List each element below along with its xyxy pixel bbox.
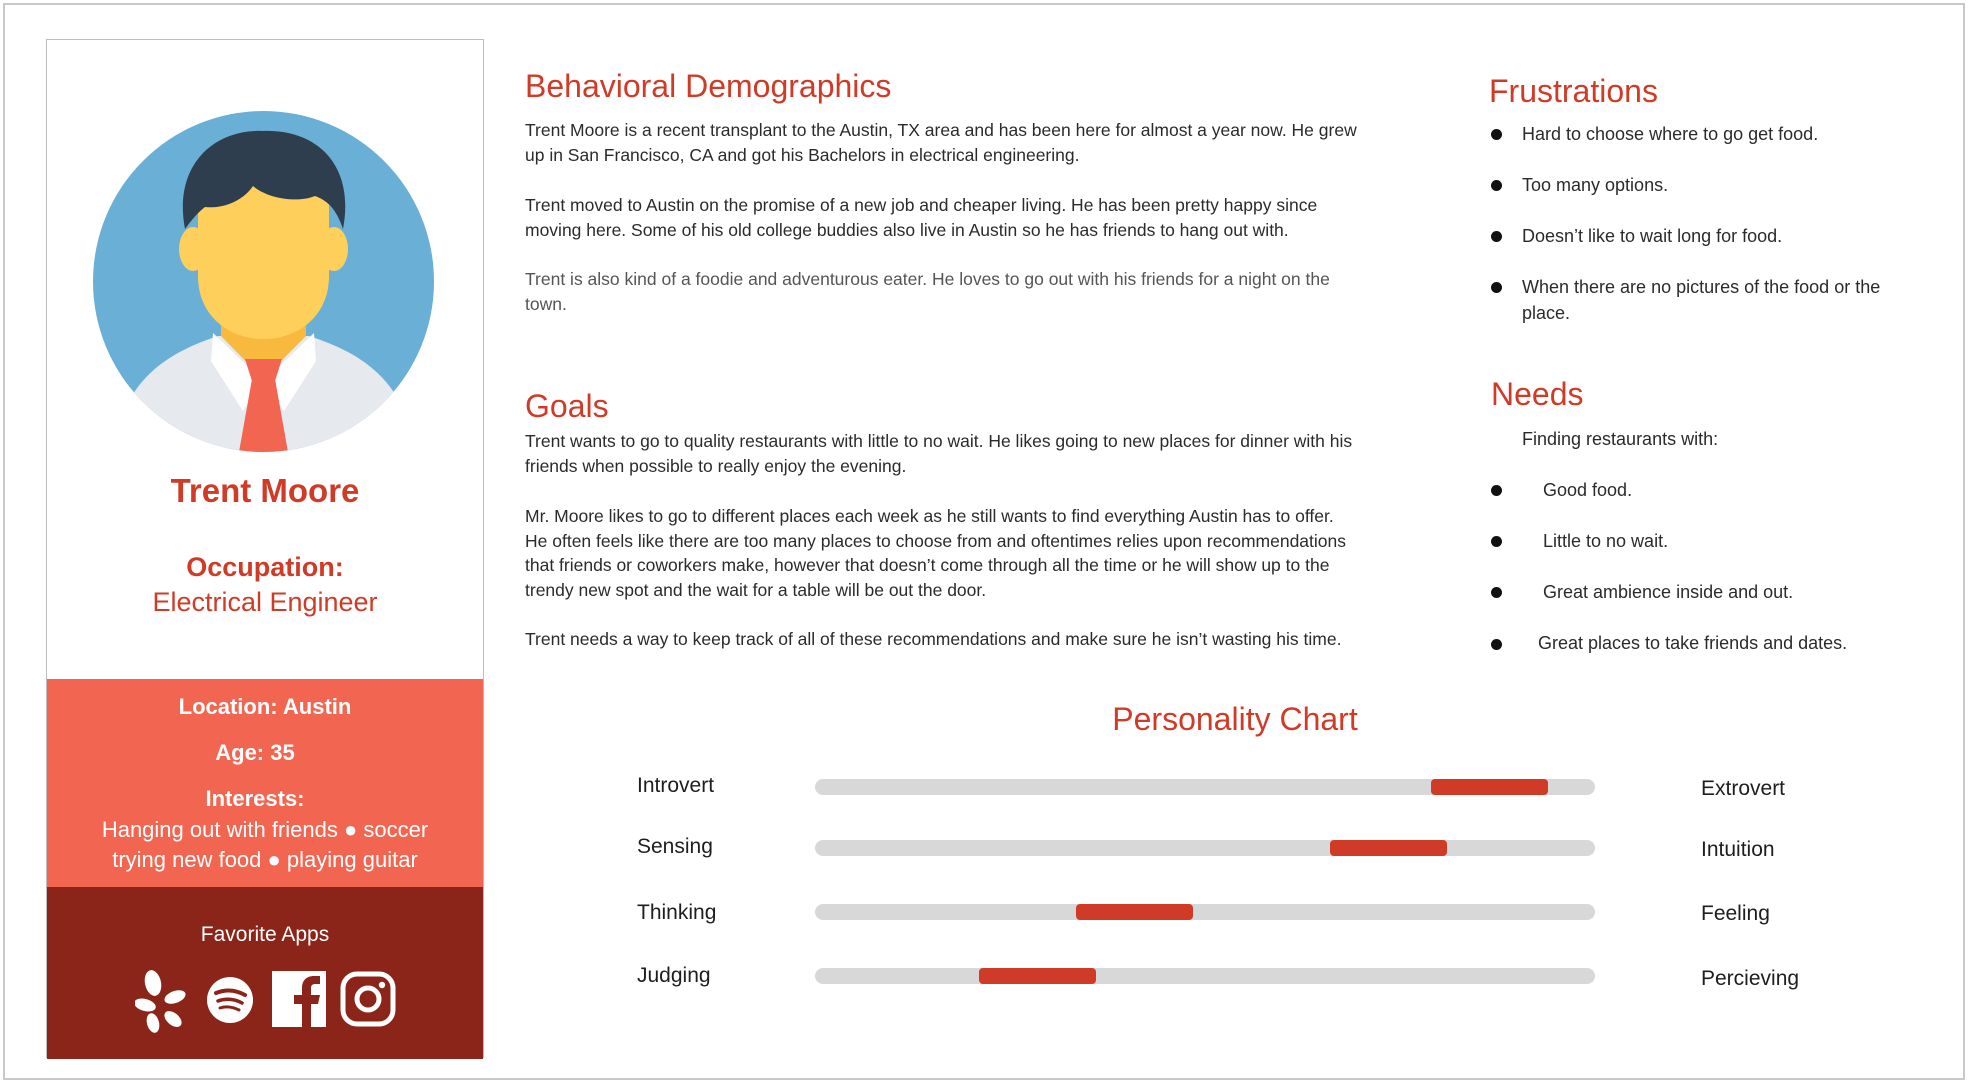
text-line: that friends or coworkers make, however that doesn’t come through all the time or he will show up to the xyxy=(525,555,1330,575)
trait-right-label: Extrovert xyxy=(1701,777,1786,800)
trait-marker xyxy=(979,968,1096,984)
favorite-apps-panel xyxy=(47,887,483,1059)
occupation-label: Occupation: xyxy=(186,552,344,582)
text-line: Trent Moore is a recent transplant to the Austin, TX area and has been here for almost a year now. He grew xyxy=(525,120,1357,140)
info-panel xyxy=(47,679,483,887)
text-line: trendy new spot and the wait for a table will be out the door. xyxy=(525,579,987,600)
app-icons xyxy=(135,969,405,1033)
need-item: Little to no wait. xyxy=(1543,531,1669,551)
bullet xyxy=(1491,231,1502,242)
trait-right-label: Percieving xyxy=(1701,967,1800,990)
text-line: town. xyxy=(525,293,567,314)
text-line: moving here. Some of his old college buddies also live in Austin so he has friends to hang out with. xyxy=(525,219,1289,240)
personality-chart-title: Personality Chart xyxy=(1112,701,1358,737)
need-item: Good food. xyxy=(1543,480,1633,500)
needs-intro: Finding restaurants with: xyxy=(1522,429,1719,449)
instagram-icon xyxy=(340,971,396,1027)
user-avatar-icon xyxy=(93,111,434,452)
bullet xyxy=(1491,639,1502,650)
profile-card xyxy=(46,39,484,1058)
need-item: Great places to take friends and dates. xyxy=(1538,633,1848,653)
bullet xyxy=(1491,536,1502,547)
behavioral-paragraph xyxy=(525,118,1357,167)
trait-right-label: Intuition xyxy=(1701,838,1775,861)
trait-left-label: Sensing xyxy=(637,835,713,858)
trait-track xyxy=(815,779,1595,795)
text-line: up in San Francisco, CA and got his Bachelors in electrical engineering. xyxy=(525,144,1080,165)
trait-track xyxy=(815,840,1595,856)
trait-marker xyxy=(1330,840,1447,856)
favorite-apps-label: Favorite Apps xyxy=(200,923,330,946)
frustration-item: Doesn’t like to wait long for food. xyxy=(1522,226,1783,246)
text-line: place. xyxy=(1522,303,1571,323)
behavioral-title: Behavioral Demographics xyxy=(525,68,892,104)
trait-marker xyxy=(1431,779,1548,795)
bullet xyxy=(1491,180,1502,191)
persona-name: Trent Moore xyxy=(170,472,360,509)
trait-left-label: Introvert xyxy=(637,774,715,797)
location-text: Location: Austin xyxy=(178,694,352,719)
yelp-icon xyxy=(135,969,187,1033)
trait-marker xyxy=(1076,904,1193,920)
text-line: friends when possible to really enjoy the evening. xyxy=(525,455,907,476)
bullet xyxy=(1491,485,1502,496)
trait-left-label: Thinking xyxy=(637,901,717,924)
trait-left-label: Judging xyxy=(637,964,711,987)
spotify-icon xyxy=(205,975,255,1025)
text-line: Trent is also kind of a foodie and adventurous eater. He loves to go out with his friends for a night on the xyxy=(525,269,1330,289)
text-line: Mr. Moore likes to go to different places each week as he still wants to find everything Austin has to offer. xyxy=(525,506,1334,526)
age-text: Age: 35 xyxy=(215,740,295,765)
interests-line: trying new food ● playing guitar xyxy=(112,847,418,872)
text-line: Trent moved to Austin on the promise of a new job and cheaper living. He has been pretty happy since xyxy=(525,195,1318,215)
trait-track xyxy=(815,904,1595,920)
frustrations-title: Frustrations xyxy=(1489,73,1658,109)
occupation-value: Electrical Engineer xyxy=(152,587,378,617)
goals-paragraph xyxy=(525,627,1341,652)
text-line: He often feels like there are too many places to choose from and oftentimes relies upon recommendations xyxy=(525,530,1346,551)
goals-paragraph xyxy=(525,504,1346,602)
frustration-item xyxy=(1522,274,1880,326)
interests-label: Interests: xyxy=(205,786,305,811)
text-line: When there are no pictures of the food or the xyxy=(1522,277,1881,297)
frustration-item: Hard to choose where to go get food. xyxy=(1522,124,1819,144)
bullet xyxy=(1491,129,1502,140)
persona-sheet xyxy=(3,3,1965,1080)
trait-right-label: Feeling xyxy=(1701,902,1770,925)
trait-track xyxy=(815,968,1595,984)
goals-paragraph xyxy=(525,429,1352,478)
goals-title: Goals xyxy=(525,388,609,424)
need-item: Great ambience inside and out. xyxy=(1543,582,1794,602)
text-line: Trent needs a way to keep track of all of these recommendations and make sure he isn’t wasting his time. xyxy=(525,629,1342,649)
bullet xyxy=(1491,282,1502,293)
behavioral-paragraph xyxy=(525,267,1330,316)
bullet xyxy=(1491,587,1502,598)
facebook-icon xyxy=(272,971,326,1027)
interests-line: Hanging out with friends ● soccer xyxy=(101,817,429,842)
text-line: Trent wants to go to quality restaurants with little to no wait. He likes going to new places for dinner with his xyxy=(525,431,1353,451)
needs-title: Needs xyxy=(1491,376,1584,412)
frustration-item: Too many options. xyxy=(1522,175,1669,195)
behavioral-paragraph xyxy=(525,193,1317,242)
